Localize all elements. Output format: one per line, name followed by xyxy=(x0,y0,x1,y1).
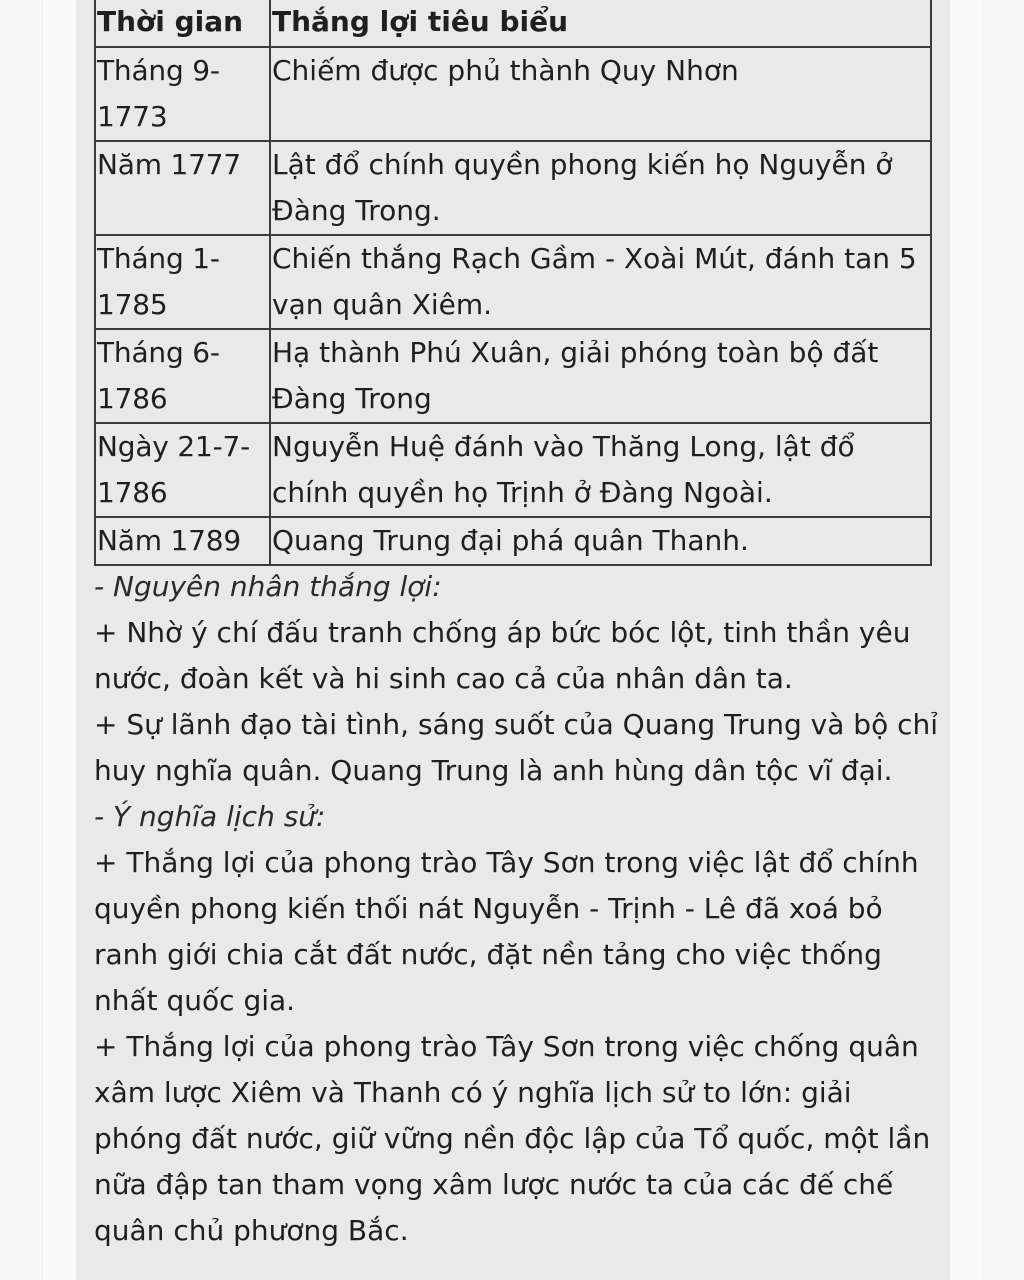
significance-paragraph: + Thắng lợi của phong trào Tây Sơn trong việc chống quân xâm lược Xiêm và Thanh có ý nghĩa lịch sử to lớn: giải phóng đất nước, giữ vững nền độc lập của Tổ quốc, một lần nữa đập tan tham vọng xâm lược nước ta của các đế chế quân chủ phương Bắc. xyxy=(94,1030,931,1247)
significance-paragraph: + Thắng lợi của phong trào Tây Sơn trong việc lật đổ chính quyền phong kiến thối nát Nguyễn - Trịnh - Lê đã xoá bỏ ranh giới chia cắt đất nước, đặt nền tảng cho việc thống nhất quốc gia. xyxy=(94,846,919,1017)
table-row xyxy=(95,235,931,329)
left-margin xyxy=(42,0,77,1280)
row-time: Tháng 1-1785 xyxy=(95,235,270,329)
reason-paragraph: + Nhờ ý chí đấu tranh chống áp bức bóc lột, tinh thần yêu nước, đoàn kết và hi sinh cao cả của nhân dân ta. xyxy=(94,616,911,695)
row-time: Tháng 6-1786 xyxy=(95,329,270,423)
table-row xyxy=(95,141,931,235)
table-row xyxy=(95,47,931,141)
row-event: Lật đổ chính quyền phong kiến họ Nguyễn ở Đàng Trong. xyxy=(270,141,931,235)
answer-body xyxy=(94,564,944,1254)
row-event: Hạ thành Phú Xuân, giải phóng toàn bộ đất Đàng Trong xyxy=(270,329,931,423)
row-event: Chiến thắng Rạch Gầm - Xoài Mút, đánh tan 5 vạn quân Xiêm. xyxy=(270,235,931,329)
table-row xyxy=(95,423,931,517)
reasons-heading: - Nguyên nhân thắng lợi: xyxy=(94,570,442,603)
right-margin xyxy=(950,0,983,1280)
table-header-row xyxy=(95,0,931,47)
header-victory: Thắng lợi tiêu biểu xyxy=(270,0,931,47)
row-time: Năm 1777 xyxy=(95,141,270,235)
row-time: Năm 1789 xyxy=(95,517,270,565)
row-event: Nguyễn Huệ đánh vào Thăng Long, lật đổ chính quyền họ Trịnh ở Đàng Ngoài. xyxy=(270,423,931,517)
significance-heading: - Ý nghĩa lịch sử: xyxy=(94,800,326,833)
table-row xyxy=(95,517,931,565)
header-time: Thời gian xyxy=(95,0,270,47)
row-time: Ngày 21-7-1786 xyxy=(95,423,270,517)
reason-paragraph: + Sự lãnh đạo tài tình, sáng suốt của Quang Trung và bộ chỉ huy nghĩa quân. Quang Trung là anh hùng dân tộc vĩ đại. xyxy=(94,708,939,787)
row-event: Quang Trung đại phá quân Thanh. xyxy=(270,517,931,565)
row-time: Tháng 9-1773 xyxy=(95,47,270,141)
row-event: Chiếm được phủ thành Quy Nhơn xyxy=(270,47,931,141)
table-row xyxy=(95,329,931,423)
tay-son-victories-table xyxy=(94,0,932,566)
